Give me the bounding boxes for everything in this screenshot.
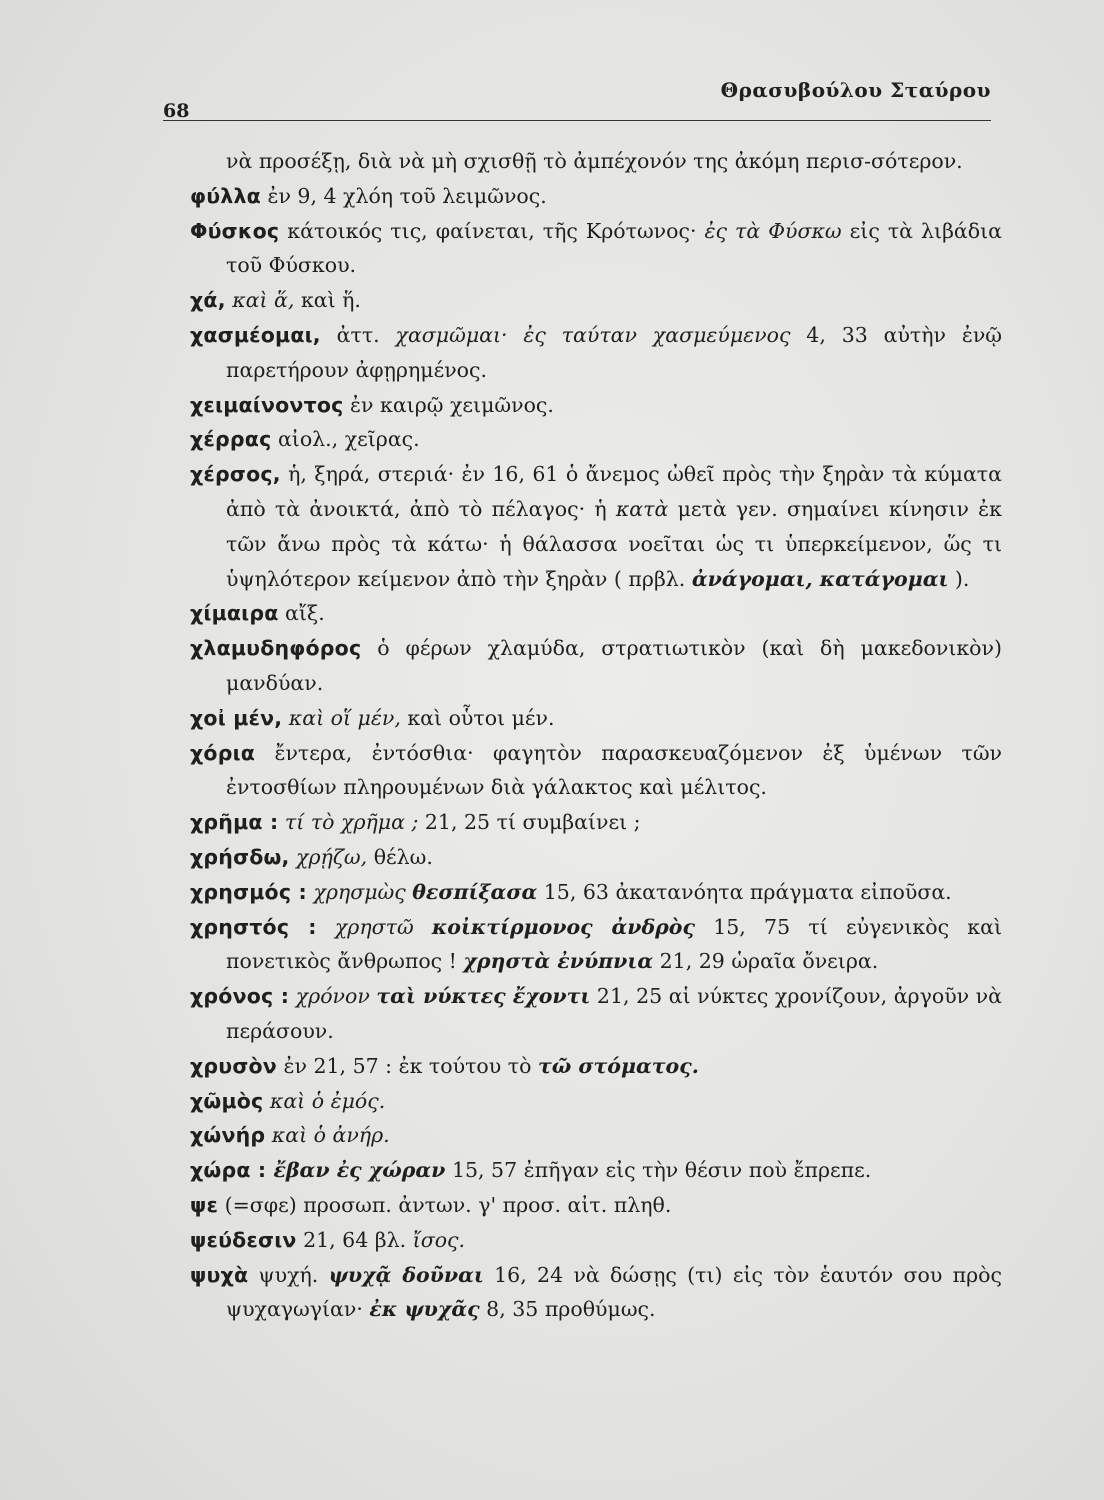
definition-text: ἀττ. (320, 322, 396, 347)
headword: ψεύδεσιν (190, 1227, 297, 1252)
definition-text: ὁ φέρων χλαμύδα, στρατιωτικὸν (καὶ δὴ μακεδονικὸν) μανδύαν. (226, 636, 1002, 695)
quotation-text: χρηστῶ (316, 914, 432, 939)
glossary-entry (190, 388, 1002, 423)
glossary-entry (190, 596, 1002, 631)
headword: χέρρας (190, 427, 272, 452)
definition-text: ἐν καιρῷ χειμῶνος. (343, 392, 554, 417)
definition-text: 21, 25 αἱ νύκτες χρονίζουν, ἀργοῦν νὰ περάσουν. (226, 984, 1002, 1043)
quotation-text: καὶ ὁ ἀνήρ. (265, 1123, 390, 1148)
headword: χίμαιρα (190, 601, 279, 626)
headword: χασμέομαι, (190, 322, 321, 347)
definition-text: ). (948, 566, 970, 591)
headword: χά, (190, 288, 226, 313)
quotation-text: ἐκ ψυχᾶς (369, 1297, 480, 1322)
headword: χέρσος, (190, 462, 281, 487)
definition-text: εἰς τὰ λιβάδια τοῦ Φύσκου. (226, 218, 1002, 278)
headword: χρήσδω, (190, 844, 290, 869)
definition-text: (=σφε) προσωπ. ἀντων. γ' προσ. αἰτ. πληθ. (218, 1192, 672, 1217)
definition-text: ἐν 9, 4 χλόη τοῦ λειμῶνος. (260, 183, 547, 208)
quotation-text: χρησμὼς (306, 879, 413, 904)
definition-text: νὰ προσέξῃ, διὰ νὰ μὴ σχισθῇ τὸ ἀμπέχονόν της ἀκόμη περισ-σότερον. (226, 149, 963, 173)
definition-text: 16, 24 νὰ δώσῃς (τι) εἰς τὸν ἑαυτόν σου πρὸς ψυχαγωγίαν· (226, 1262, 1002, 1322)
definition-text: ψυχή. (248, 1262, 329, 1287)
headword: χῶμὸς (190, 1088, 264, 1113)
glossary-entry (190, 1153, 1002, 1188)
glossary-entry (190, 875, 1002, 910)
definition-text: θέλω. (367, 844, 433, 869)
quotation-text: καὶ οἵ μέν, (282, 705, 401, 730)
quotation-text: τί τὸ χρῆμα ; (278, 810, 419, 835)
glossary-entry (190, 840, 1002, 875)
definition-text: 21, 29 ὡραῖα ὄνειρα. (653, 949, 879, 974)
quotation-text: ψυχᾷ δοῦναι (328, 1262, 484, 1287)
quotation-text: ἀνάγομαι, κατάγομαι (691, 566, 949, 591)
glossary-entry (190, 1258, 1002, 1328)
definition-text: αἴξ. (278, 601, 325, 626)
definition-text: ἡ, ξηρά, στεριά· ἐν 16, 61 ὁ ἄνεμος ὠθεῖ πρὸς τὴν ξηρὰν τὰ κύματα ἀπὸ τὰ ἀνοικτά, ἀπὸ τὸ πέλαγος· ἡ (226, 462, 1002, 521)
glossary-entry (190, 1084, 1002, 1119)
headword: χρῆμα : (190, 810, 279, 835)
running-head: Θρασυβούλου Σταύρου (720, 78, 991, 102)
definition-text: 15, 57 ἐπῆγαν εἰς τὴν θέσιν ποὺ ἔπρεπε. (445, 1158, 872, 1183)
glossary-entry (190, 1188, 1002, 1223)
definition-text: 21, 64 βλ. (296, 1227, 413, 1252)
definition-text: μετὰ γεν. σημαίνει κίνησιν ἐκ τῶν ἄνω πρὸς τὰ κάτω· ἡ θάλασσα νοεῖται ὡς τι ὑπερκείμενον, ὥς τι ὑψηλότερον κείμενον ἀπὸ τὴν ξηρὰν ( πρβλ. (226, 496, 1002, 591)
definition-text: 15, 63 ἀκατανόητα πράγματα εἰποῦσα. (537, 879, 952, 904)
headword: χλαμυδηφόρος (190, 636, 362, 661)
headword: χρηστός : (190, 914, 317, 939)
headword: χειμαίνοντος (190, 392, 344, 417)
glossary-entry (190, 910, 1002, 980)
quotation-text: κατὰ (615, 496, 669, 521)
definition-text: 21, 25 τί συμβαίνει ; (418, 810, 641, 835)
headword: χρόνος : (190, 984, 290, 1009)
definition-text: κάτοικός τις, φαίνεται, τῆς Κρότωνος· (279, 218, 705, 243)
headword: χώρα : (190, 1158, 267, 1183)
glossary-entry (190, 1118, 1002, 1153)
page-header (163, 72, 991, 122)
headword: χρυσὸν (190, 1053, 277, 1078)
definition-text: 8, 35 προθύμως. (479, 1297, 656, 1322)
definition-text: καὶ ἥ. (294, 288, 361, 313)
quotation-text: καὶ ἅ, (225, 288, 295, 313)
headword: χοἰ μέν, (190, 705, 283, 730)
glossary-entry (190, 422, 1002, 457)
definition-text: καὶ οὗτοι μέν. (400, 705, 555, 730)
headword: φύλλα (190, 183, 261, 208)
definition-text: 4, 33 αὐτὴν ἐνῷ παρετήρουν ἀφῃρημένος. (226, 322, 1003, 382)
definition-text: ἔντερα, ἐντόσθια· φαγητὸν παρασκευαζόμενον ἐξ ὑμένων τῶν ἐντοσθίων πληρουμένων διὰ γάλακτος καὶ μέλιτος. (226, 740, 1002, 800)
quotation-text: χασμῶμαι· ἐς ταύταν χασμεύμενος (395, 322, 791, 347)
definition-text: αἰολ., χεῖρας. (271, 427, 420, 452)
glossary-entry (190, 214, 1002, 284)
glossary-entry (190, 979, 1002, 1049)
glossary-entry (190, 283, 1002, 318)
glossary-entry (190, 631, 1002, 701)
definition-text: ἐν 21, 57 : ἐκ τούτου τὸ (276, 1053, 538, 1078)
glossary-entry (190, 318, 1002, 388)
quotation-text: ταὶ νύκτες ἔχοντι (376, 984, 591, 1009)
glossary-entries (190, 144, 1002, 1327)
glossary-entry (190, 701, 1002, 736)
quotation-text: τῶ στόματος. (537, 1053, 699, 1078)
headword: χόρια (190, 740, 256, 765)
quotation-text: κοἰκτίρμονος ἀνδρὸς (431, 914, 695, 939)
glossary-entry (190, 457, 1002, 596)
headword: ψυχὰ (190, 1262, 249, 1287)
quotation-text: καὶ ὁ ἐμός. (263, 1088, 386, 1113)
quotation-text: θεσπίξασα (412, 879, 538, 904)
glossary-entry (190, 179, 1002, 214)
glossary-entry (190, 1223, 1002, 1258)
headword: χρησμός : (190, 879, 307, 904)
glossary-entry (190, 1049, 1002, 1084)
headword: χώνήρ (190, 1123, 266, 1148)
definition-text: 15, 75 τί εὐγενικὸς καὶ πονετικὸς ἄνθρωπος ! (226, 914, 1002, 974)
headword: Φύσκος (190, 218, 280, 243)
quotation-text: χρόνον (289, 984, 377, 1009)
quotation-text: ἴσος. (412, 1227, 466, 1252)
header-rule (163, 120, 991, 121)
headword: ψε (190, 1192, 219, 1217)
quotation-text: χρῄζω, (289, 844, 368, 869)
glossary-entry (190, 736, 1002, 806)
glossary-entry (190, 805, 1002, 840)
quotation-text: χρηστὰ ἐνύπνια (463, 949, 654, 974)
quotation-text: ἐς τὰ Φύσκω (704, 218, 842, 243)
page-number: 68 (163, 100, 190, 122)
quotation-text: ἔβαν ἐς χώραν (266, 1158, 446, 1183)
entry-continuation (190, 144, 1002, 179)
